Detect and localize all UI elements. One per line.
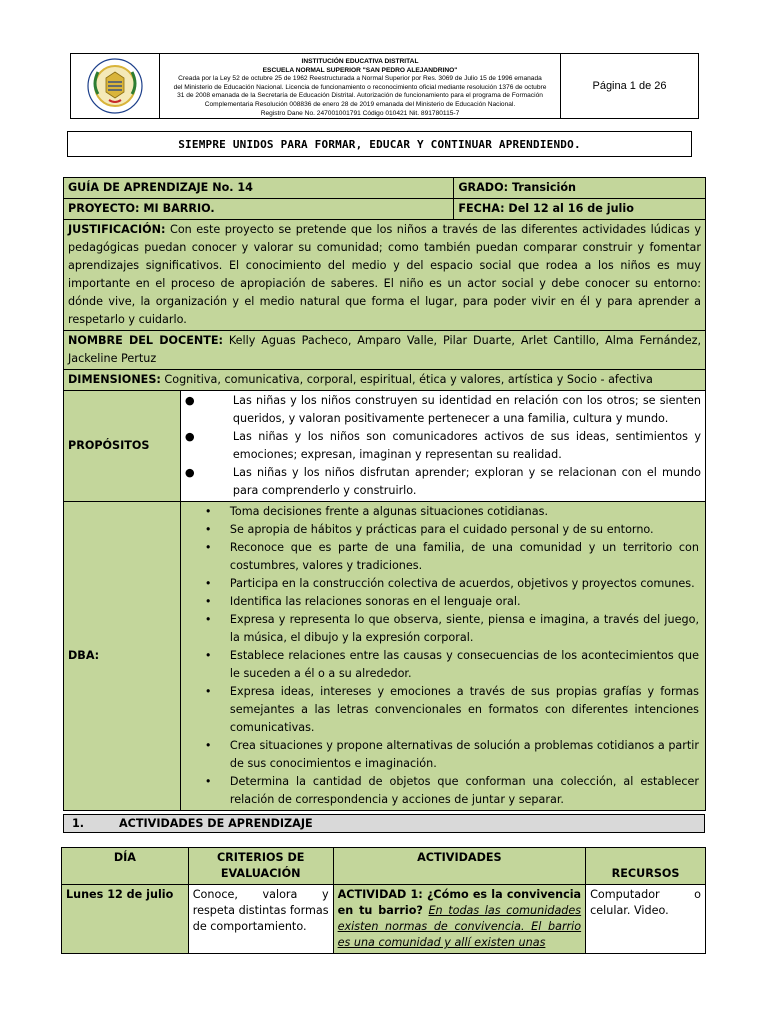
guide-project: PROYECTO: MI BARRIO.: [64, 199, 454, 220]
dimensions-text: Cognitiva, comunicativa, corporal, espiritual, ética y valores, artística y Socio - afectiva: [160, 373, 653, 386]
bullet-icon: •: [204, 541, 212, 554]
activities-table: [61, 847, 706, 954]
dba-item: • Establece relaciones entre las causas y consecuencias de los acontecimientos que le suceden a él o a su alrededor.: [205, 647, 699, 683]
purposes-label: PROPÓSITOS: [64, 391, 181, 502]
column-header-day: DÍA: [62, 848, 189, 885]
page-number: Página 1 de 26: [592, 80, 667, 92]
slogan-banner: SIEMPRE UNIDOS PARA FORMAR, EDUCAR Y CONTINUAR APRENDIENDO.: [67, 131, 692, 157]
column-header-activities: ACTIVIDADES: [333, 848, 586, 885]
dba-label: DBA:: [64, 502, 181, 811]
dimensions-label: DIMENSIONES:: [68, 373, 161, 386]
teacher-names: Kelly Aguas Pacheco, Amparo Valle, Pilar Duarte, Arlet Cantillo, Alma Fernández, Jackeline Pertuz: [68, 334, 702, 365]
legal-line: del Ministerio de Educación Nacional. Licencia de funcionamiento o reconocimiento oficial mediante resolución 1376 de octubre: [173, 83, 547, 91]
bullet-icon: •: [204, 523, 212, 536]
guide-title-row: [64, 178, 706, 199]
purpose-item: ● Las niñas y los niños disfrutan aprender; exploran y se relacionan con el mundo para comprenderlo y construirlo.: [185, 464, 701, 500]
bullet-icon: •: [204, 649, 212, 662]
column-header-resources: RECURSOS: [586, 848, 706, 885]
seal-icon: [84, 56, 146, 116]
section-number: 1.: [72, 817, 85, 830]
activity-title: ACTIVIDAD 1: ¿Cómo es la convivencia en tu barrio?: [337, 888, 582, 917]
legal-line: 31 de 2008 emanada de la Secretaría de Educación Distrital. Autorización de funcionamiento para el programa de Formación: [177, 92, 543, 100]
bullet-icon: ●: [184, 466, 195, 479]
dimensions-row: [64, 370, 706, 391]
teacher-cell: [64, 331, 706, 370]
purpose-item: ● Las niñas y los niños construyen su identidad en relación con los otros; se sienten queridos, y valoran positivamente pertenecer a una familia, cultura y mundo.: [185, 392, 701, 428]
dba-cell: [180, 502, 705, 811]
dba-item: • Expresa ideas, intereses y emociones a través de sus propias grafías y formas semejantes a las letras convencionales en formatos con diferentes intenciones comunicativas.: [205, 683, 699, 737]
school-name: ESCUELA NORMAL SUPERIOR "SAN PEDRO ALEJANDRINO": [262, 66, 458, 74]
activity-criteria: Conoce, valora y respeta distintas formas de comportamiento.: [188, 885, 333, 954]
guide-project-row: [64, 199, 706, 220]
dba-item: • Participa en la construcción colectiva de acuerdos, objetivos y proyectos comunes.: [205, 575, 699, 593]
bullet-icon: •: [204, 775, 212, 788]
bullet-icon: •: [204, 613, 212, 626]
activity-cell: [333, 885, 586, 954]
dba-item: • Determina la cantidad de objetos que conforman una colección, al establecer relación de correspondencia y acciones de juntar y separar.: [205, 773, 699, 809]
institution-name: INSTITUCIÓN EDUCATIVA DISTRITAL: [301, 58, 419, 65]
guide-grade: GRADO: Transición: [454, 178, 706, 199]
legal-line: Creada por la Ley 52 de octubre 25 de 1962 Reestructurada a Normal Superior por Res. 3069 de Julio 15 de 1996 emanada: [178, 75, 542, 83]
dba-item: • Crea situaciones y propone alternativas de solución a problemas cotidianos a partir de sus conocimientos e imaginación.: [205, 737, 699, 773]
activity-body: En todas las comunidades existen normas de convivencia. El barrio es una comunidad y allí existen unas: [337, 904, 582, 949]
activities-header-row: [62, 848, 706, 885]
dba-item: • Expresa y representa lo que observa, siente, piensa e imagina, a través del juego, la música, el dibujo y la expresión corporal.: [205, 611, 699, 647]
bullet-icon: •: [204, 577, 212, 590]
guide-date: FECHA: Del 12 al 16 de julio: [454, 199, 706, 220]
teacher-row: [64, 331, 706, 370]
section-heading: [63, 814, 705, 833]
document-header: [70, 53, 699, 119]
guide-title: GUÍA DE APRENDIZAJE No. 14: [64, 178, 454, 199]
activity-day: Lunes 12 de julio: [62, 885, 189, 954]
justification-cell: [64, 220, 706, 331]
dba-item: • Se apropia de hábitos y prácticas para el cuidado personal y de su entorno.: [205, 521, 699, 539]
justification-label: JUSTIFICACIÓN:: [68, 223, 166, 236]
purposes-cell: [180, 391, 705, 502]
legal-line: Registro Dane No. 247001001791 Código 010421 Nit. 891780115-7: [260, 109, 460, 117]
dba-row: [64, 502, 706, 811]
dba-item: • Identifica las relaciones sonoras en el lenguaje oral.: [205, 593, 699, 611]
legal-line: Complementaria Resolución 008836 de enero 28 de 2019 emanada del Ministerio de Educación Nacional.: [204, 100, 516, 108]
dba-list: [185, 503, 701, 809]
bullet-icon: •: [204, 595, 212, 608]
dba-item: • Reconoce que es parte de una familia, de una comunidad y un territorio con costumbres, valores y tradiciones.: [205, 539, 699, 575]
purpose-item: ● Las niñas y los niños son comunicadores activos de sus ideas, sentimientos y emociones; expresan, imaginan y representan su realidad.: [185, 428, 701, 464]
bullet-icon: •: [204, 685, 212, 698]
institution-info: [160, 54, 561, 118]
purposes-row: [64, 391, 706, 502]
dba-item: • Toma decisiones frente a algunas situaciones cotidianas.: [205, 503, 699, 521]
bullet-icon: •: [204, 505, 212, 518]
activity-resources: Computador o celular. Video.: [586, 885, 706, 954]
bullet-icon: •: [204, 739, 212, 752]
justification-text: Con este proyecto se pretende que los niños a través de las diferentes actividades lúdicas y pedagógicas puedan conocer y valorar su comunidad; como también puedan comparar construir y fomentar aprendizajes significativos. El conocimiento del medio y del espacio social que rodea a los niños es muy importante en el proceso de apropiación de saberes. El niño es un actor social y debe conocer su entorno: dónde vive, la organización y el medio natural que forma el lugar, para poder vivir en él y para aprender a respetarlo y cuidarlo.: [68, 223, 701, 326]
table-row: [62, 885, 706, 954]
school-seal-logo: [71, 54, 160, 118]
section-title: ACTIVIDADES DE APRENDIZAJE: [119, 817, 313, 830]
bullet-icon: ●: [184, 394, 195, 407]
column-header-criteria: CRITERIOS DE EVALUACIÓN: [188, 848, 333, 885]
bullet-icon: ●: [184, 430, 195, 443]
dimensions-cell: [64, 370, 706, 391]
guide-table: [63, 177, 706, 811]
justification-row: [64, 220, 706, 331]
teacher-label: NOMBRE DEL DOCENTE:: [68, 334, 224, 347]
